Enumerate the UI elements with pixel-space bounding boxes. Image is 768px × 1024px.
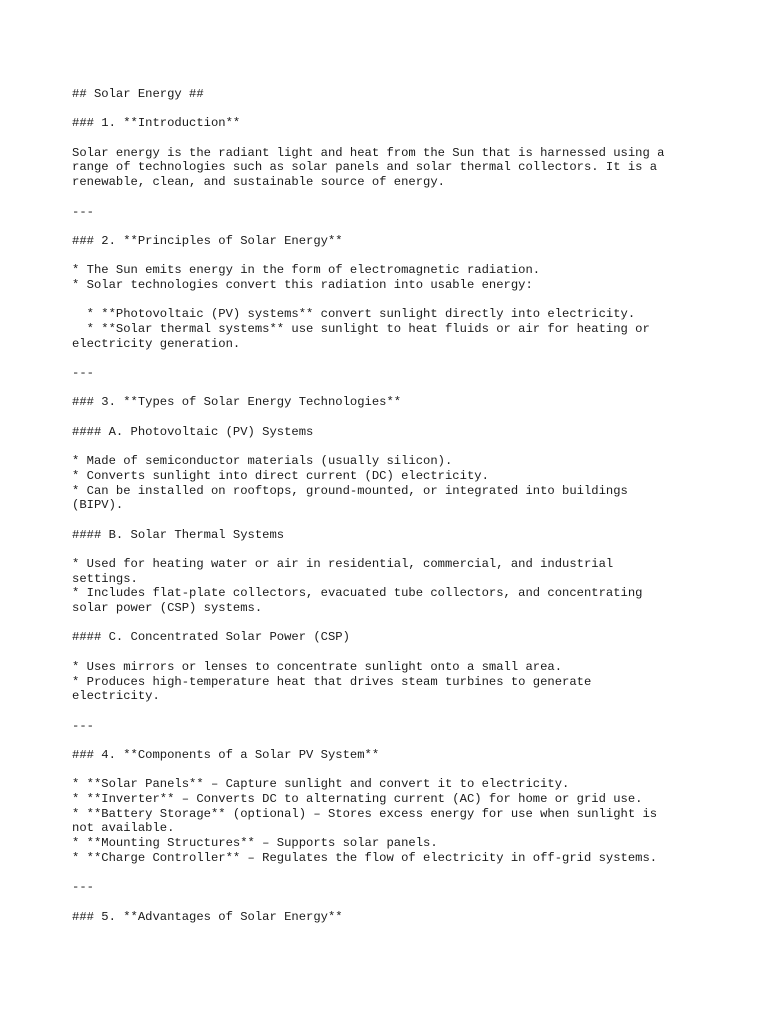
text-line: * Used for heating water or air in residential, commercial, and industrial [72,557,614,571]
text-line: * Converts sunlight into direct current (DC) electricity. [72,468,489,483]
document-text [72,87,712,924]
text-line: #### C. Concentrated Solar Power (CSP) [72,630,350,645]
text-line: * **Charge Controller** – Regulates the flow of electricity in off-grid systems. [72,850,658,865]
text-line: * **Inverter** – Converts DC to alternating current (AC) for home or grid use. [72,792,643,806]
text-line: * Uses mirrors or lenses to concentrate sunlight onto a small area. [72,659,563,674]
text-line: renewable, clean, and sustainable source of energy. [72,175,445,190]
text-line: settings. [72,571,138,586]
text-line: --- [72,204,94,219]
text-line: --- [72,366,94,381]
text-line: * Made of semiconductor materials (usually silicon). [72,454,453,469]
text-line: --- [72,718,94,733]
text-line: * **Solar thermal systems** use sunlight to heat fluids or air for heating or [72,322,650,336]
text-line: ### 3. **Types of Solar Energy Technologies** [72,395,402,410]
text-line: #### A. Photovoltaic (PV) Systems [72,424,314,439]
text-line: ### 1. **Introduction** [72,116,241,131]
text-line [72,102,712,117]
text-line: * Produces high-temperature heat that drives steam turbines to generate [72,674,592,689]
text-line: --- [72,880,94,895]
text-line [72,513,712,528]
text-line: range of technologies such as solar panels and solar thermal collectors. It is a [72,160,658,175]
text-line [72,131,712,146]
text-line: ### 5. **Advantages of Solar Energy** [72,909,343,924]
text-line [72,351,712,366]
text-line [72,645,712,660]
text-line [72,616,712,631]
text-line: * Can be installed on rooftops, ground-mounted, or integrated into buildings [72,483,628,498]
text-line: Solar energy is the radiant light and heat from the Sun that is harnessed using a [72,145,665,160]
text-line [72,763,712,778]
text-line: not available. [72,821,175,836]
text-line: electricity generation. [72,336,241,351]
text-line: * **Solar Panels** – Capture sunlight and convert it to electricity. [72,777,570,792]
text-line: * The Sun emits energy in the form of electromagnetic radiation. [72,263,541,278]
text-line: * Includes flat-plate collectors, evacuated tube collectors, and concentrating [72,586,643,601]
text-line [72,895,712,910]
text-line: * **Mounting Structures** – Supports solar panels. [72,836,438,851]
text-line: ### 2. **Principles of Solar Energy** [72,233,343,248]
text-line: * **Photovoltaic (PV) systems** convert sunlight directly into electricity. [72,307,636,322]
text-line [72,190,712,205]
text-line [72,410,712,425]
text-line: (BIPV). [72,498,124,513]
text-line [72,542,712,557]
text-line [72,381,712,396]
text-line [72,219,712,234]
text-line [72,704,712,719]
text-line [72,733,712,748]
text-line [72,865,712,880]
text-line: * Solar technologies convert this radiation into usable energy: [72,277,533,292]
text-line: electricity. [72,689,160,704]
text-line: ## Solar Energy ## [72,87,204,101]
text-line: * **Battery Storage** (optional) – Stores excess energy for use when sunlight is [72,806,658,821]
text-line: ### 4. **Components of a Solar PV System** [72,747,380,762]
text-line: #### B. Solar Thermal Systems [72,527,285,542]
text-line [72,440,712,455]
text-line [72,249,712,264]
text-line: solar power (CSP) systems. [72,601,263,616]
text-line [72,293,712,308]
